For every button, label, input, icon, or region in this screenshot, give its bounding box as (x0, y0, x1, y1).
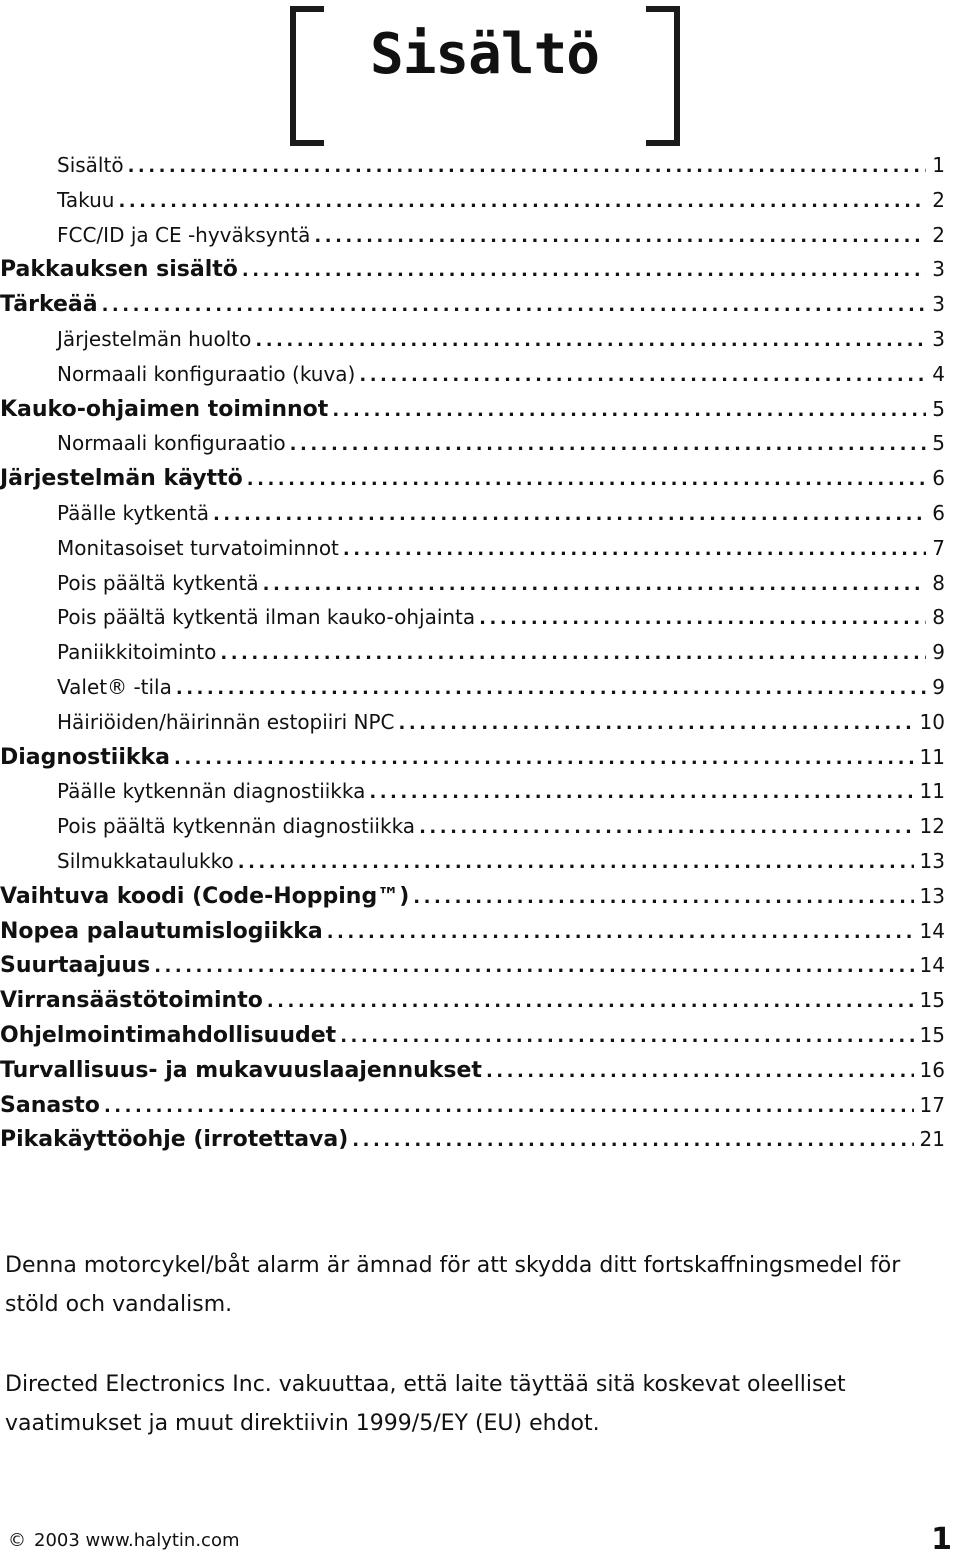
toc-entry (0, 1053, 945, 1087)
toc-dot-leader (359, 359, 926, 393)
toc-entry-label: Pois päältä kytkentä ilman kauko-ohjainta (57, 605, 476, 630)
footer-copyright (8, 1530, 240, 1551)
toc-entry-page: 1 (932, 153, 945, 177)
toc-entry (0, 705, 945, 739)
toc-entry-page: 3 (932, 327, 945, 351)
toc-entry-label: Tärkeää (0, 292, 98, 318)
toc-entry (0, 148, 945, 182)
toc-entry-label: Takuu (57, 187, 115, 212)
toc-entry-page: 2 (932, 222, 945, 247)
toc-entry-page: 4 (932, 361, 945, 386)
toc-entry-page: 15 (919, 988, 945, 1013)
toc-dot-leader (369, 776, 913, 810)
toc-dot-leader (290, 428, 927, 462)
toc-entry-page: 11 (919, 779, 945, 804)
toc-entry-label: Kauko-ohjaimen toiminnot (0, 396, 329, 422)
toc-entry (0, 496, 945, 530)
toc-entry (0, 1122, 945, 1156)
toc-dot-leader (220, 637, 926, 671)
toc-entry (0, 252, 945, 286)
footer-text: 2003 www.halytin.com (34, 1530, 240, 1551)
toc-dot-leader (238, 846, 914, 880)
toc-dot-leader (314, 220, 926, 254)
toc-entry (0, 670, 945, 704)
toc-dot-leader (419, 811, 913, 845)
paragraph-alarm-purpose: Denna motorcykel/båt alarm är ämnad för att skydda ditt fortskaffningsmedel för stöld och vandalism. (5, 1253, 901, 1317)
toc-dot-leader (343, 533, 926, 567)
toc-entry-page: 5 (932, 431, 945, 456)
toc-entry-label: Valet® -tila (57, 675, 172, 699)
toc-entry-page: 12 (919, 814, 945, 839)
toc-dot-leader (128, 150, 927, 184)
toc-entry-label: Turvallisuus- ja mukavuuslaajennukset (0, 1057, 482, 1083)
toc-entry-label: Pois päältä kytkennän diagnostiikka (57, 814, 416, 839)
toc-entry-label: Normaali konfiguraatio (kuva) (57, 361, 356, 386)
toc-entry-label: Ohjelmointimahdollisuudet (0, 1023, 337, 1048)
toc-entry-page: 17 (919, 1092, 945, 1117)
toc-entry (0, 566, 945, 600)
toc-entry-label: Pois päältä kytkentä (57, 570, 259, 595)
toc-entry-label: Järjestelmän käyttö (0, 466, 243, 492)
page-title: Sisältö (370, 22, 600, 87)
toc-entry-page: 2 (932, 187, 945, 212)
toc-entry-label: Silmukkataulukko (57, 849, 234, 873)
toc-entry-page: 11 (919, 744, 945, 769)
toc-entry-label: Päälle kytkentä (57, 501, 209, 525)
toc-entry-label: Diagnostiikka (0, 744, 170, 770)
toc-entry-page: 16 (919, 1057, 945, 1082)
toc-entry (0, 426, 945, 460)
toc-entry (0, 392, 945, 426)
toc-entry-page: 6 (932, 501, 945, 525)
toc-entry (0, 461, 945, 495)
toc-dot-leader (174, 742, 914, 776)
toc-entry (0, 357, 945, 391)
toc-dot-leader (213, 498, 926, 532)
toc-entry-label: Päälle kytkennän diagnostiikka (57, 779, 366, 804)
toc-entry-page: 6 (932, 466, 945, 491)
copyright-icon: © (8, 1530, 26, 1551)
toc-entry (0, 322, 945, 356)
toc-entry (0, 879, 945, 913)
toc-entry (0, 1088, 945, 1122)
toc-entry-label: Normaali konfiguraatio (57, 431, 286, 456)
toc-dot-leader (102, 289, 927, 323)
toc-dot-leader (332, 394, 926, 428)
toc-entry-page: 7 (932, 535, 945, 560)
toc-entry (0, 287, 945, 321)
toc-entry-label: Pikakäyttöohje (irrotettava) (0, 1127, 349, 1153)
toc-entry-page: 9 (932, 640, 945, 665)
toc-dot-leader (413, 881, 913, 915)
toc-entry-page: 14 (919, 953, 945, 978)
toc-entry-page: 13 (919, 849, 945, 873)
toc-dot-leader (176, 672, 926, 706)
footer-page-number: 1 (931, 1522, 952, 1557)
right-bracket (646, 6, 680, 146)
toc-entry (0, 635, 945, 669)
toc-dot-leader (118, 185, 926, 219)
toc-entry (0, 1018, 945, 1052)
toc-dot-leader (154, 950, 913, 984)
toc-entry-label: Pakkauksen sisältö (0, 257, 238, 283)
toc-dot-leader (267, 985, 914, 1019)
toc-entry-page: 15 (919, 1023, 945, 1047)
toc-entry-page: 10 (919, 709, 945, 734)
toc-entry-label: Virransäästötoiminto (0, 988, 263, 1014)
toc-dot-leader (486, 1055, 914, 1089)
toc-entry-page: 14 (919, 918, 945, 943)
toc-dot-leader (340, 1020, 913, 1054)
toc-entry-label: Häiriöiden/häirinnän estopiiri NPC (57, 709, 395, 734)
toc-entry-label: Sisältö (57, 153, 124, 177)
paragraph-conformity: Directed Electronics Inc. vakuuttaa, että laite täyttää sitä koskevat oleelliset vaatimukset ja muut direktiivin 1999/5/EY (EU) ehdot. (5, 1372, 846, 1436)
toc-entry (0, 600, 945, 634)
toc-dot-leader (263, 568, 927, 602)
toc-entry (0, 844, 945, 878)
toc-entry (0, 740, 945, 774)
toc-dot-leader (104, 1090, 914, 1124)
toc-entry-page: 8 (932, 570, 945, 595)
title-block (290, 0, 680, 142)
toc-entry (0, 183, 945, 217)
toc-entry-page: 9 (932, 675, 945, 699)
toc-entry-page: 21 (919, 1127, 945, 1152)
toc-dot-leader (398, 707, 913, 741)
toc-entry-page: 3 (932, 292, 945, 317)
toc-entry (0, 774, 945, 808)
toc-entry-label: FCC/ID ja CE -hyväksyntä (57, 222, 311, 247)
toc-entry-label: Nopea palautumislogiikka (0, 918, 323, 944)
left-bracket (290, 6, 324, 146)
toc-dot-leader (352, 1124, 913, 1158)
toc-entry (0, 983, 945, 1017)
toc-entry-label: Sanasto (0, 1092, 100, 1118)
toc-dot-leader (255, 324, 926, 358)
toc-entry-label: Suurtaajuus (0, 953, 151, 979)
toc-entry-label: Vaihtuva koodi (Code-Hopping™) (0, 883, 410, 909)
toc-entry (0, 948, 945, 982)
toc-entry-page: 5 (932, 396, 945, 421)
toc-entry-page: 8 (932, 605, 945, 630)
toc-dot-leader (327, 916, 914, 950)
toc-entry (0, 809, 945, 843)
toc-dot-leader (242, 254, 926, 288)
toc-entry-page: 13 (919, 883, 945, 908)
toc-entry (0, 914, 945, 948)
toc-entry (0, 531, 945, 565)
toc-entry-label: Paniikkitoiminto (57, 640, 217, 665)
toc-entry-label: Järjestelmän huolto (57, 327, 252, 351)
toc-dot-leader (479, 602, 926, 636)
toc-entry-page: 3 (932, 257, 945, 282)
toc-entry (0, 218, 945, 252)
toc-entry-label: Monitasoiset turvatoiminnot (57, 535, 339, 560)
toc-dot-leader (247, 463, 926, 497)
